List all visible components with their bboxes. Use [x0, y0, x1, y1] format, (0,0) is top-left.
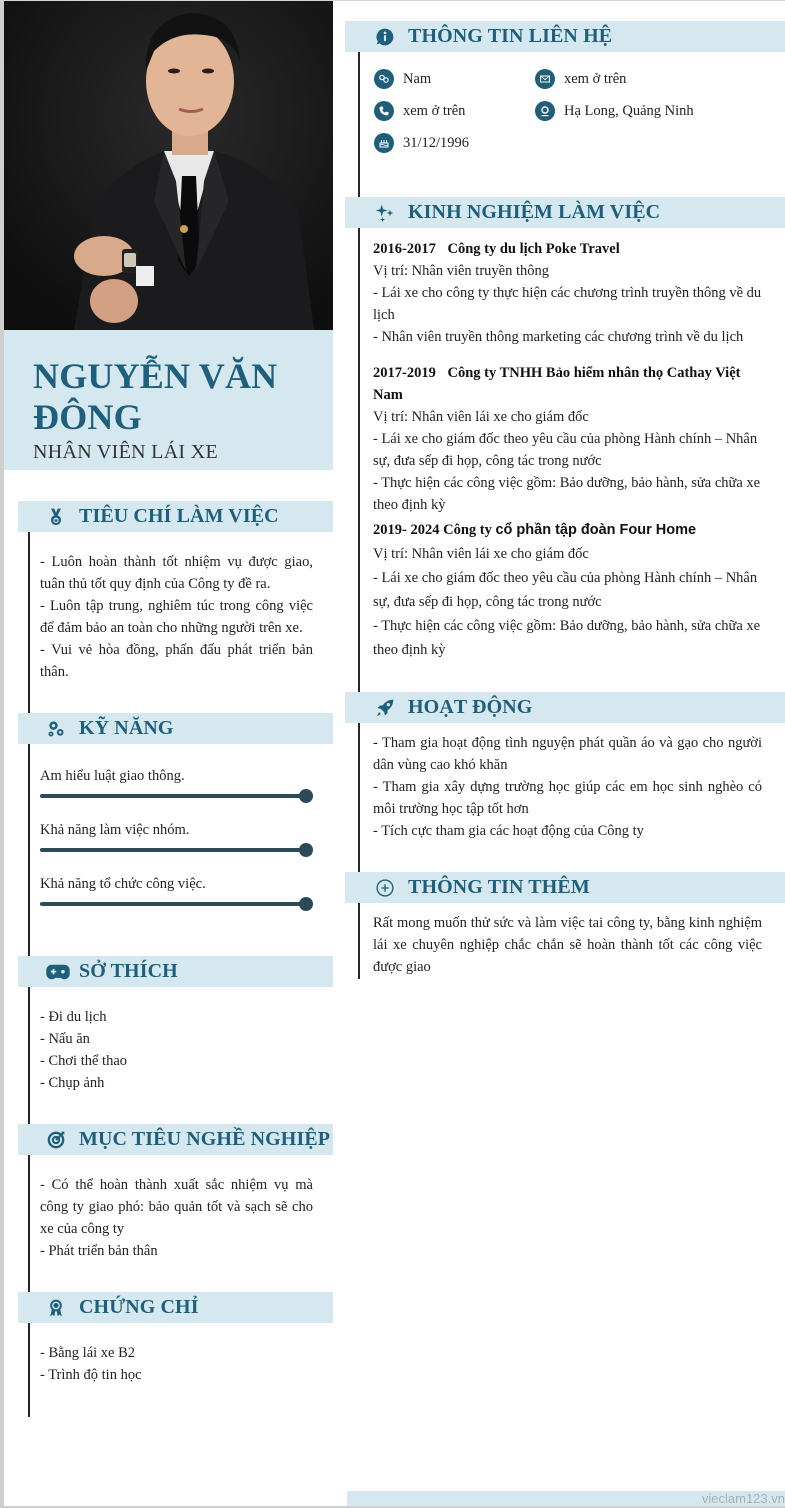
skill-item	[40, 820, 313, 857]
timeline-line-certs	[28, 1322, 30, 1417]
contact-value[interactable]: xem ở trên	[403, 102, 466, 119]
birthday-cake-icon	[374, 133, 394, 153]
timeline-line-criteria	[28, 531, 30, 713]
activity-line: - Tham gia xây dựng trường học giúp các em học sinh nghèo có môi trường học tập tốt hơn	[373, 779, 762, 817]
name-line-1: NGUYỄN VĂN	[33, 356, 278, 396]
goal-line: - Có thể hoàn thành xuất sắc nhiệm vụ mà công ty giao phó: bảo quản tốt và sạch sẽ cho xe của công ty	[40, 1177, 313, 1237]
experience-position: Vị trí: Nhân viên lái xe cho giám đốc	[373, 546, 589, 562]
section-title: KỸ NĂNG	[79, 717, 174, 739]
contact-birthday	[374, 133, 469, 153]
info-bubble-icon	[374, 26, 396, 48]
experience-header	[373, 362, 763, 406]
criteria-content	[40, 551, 313, 683]
certificate-item: - Trình độ tin học	[40, 1367, 142, 1383]
criteria-line: - Luôn hoàn thành tốt nhiệm vụ được giao, tuân thủ tốt quy định của Công ty đề ra.	[40, 554, 313, 592]
section-header-activities	[345, 692, 785, 723]
hobbies-list	[40, 1006, 313, 1094]
experience-period: 2017-2019	[373, 365, 436, 381]
skill-level-bar	[40, 789, 313, 803]
criteria-line: - Vui vẻ hòa đồng, phấn đấu phát triển bản thân.	[40, 642, 313, 680]
contact-email	[535, 69, 626, 89]
footer-bar	[347, 1491, 785, 1506]
gender-icon	[374, 69, 394, 89]
award-ribbon-icon	[45, 1297, 67, 1319]
skill-knob	[299, 897, 313, 911]
activity-line: - Tích cực tham gia các hoạt động của Công ty	[373, 823, 644, 839]
section-title: MỤC TIÊU NGHỀ NGHIỆP	[79, 1128, 331, 1150]
section-header-criteria	[18, 501, 333, 532]
experience-company-prefix: Công ty	[443, 522, 492, 538]
contact-value: Nam	[403, 70, 432, 87]
timeline-line-goals	[28, 1154, 30, 1292]
plus-circle-icon	[374, 877, 396, 899]
section-title: KINH NGHIỆM LÀM VIỆC	[408, 201, 661, 223]
experience-position: Vị trí: Nhân viên lái xe cho giám đốc	[373, 409, 589, 425]
section-header-goals	[18, 1124, 333, 1155]
experience-duty: - Lái xe cho công ty thực hiện các chương trình truyền thông về du lịch	[373, 285, 762, 323]
section-header-hobbies	[18, 956, 333, 987]
phone-icon	[374, 101, 394, 121]
certificates-list	[40, 1342, 313, 1386]
skill-item	[40, 874, 313, 911]
experience-duty: - Nhân viên truyền thông marketing các chương trình về du lịch	[373, 329, 744, 345]
experience-duty: - Lái xe cho giám đốc theo yêu cầu của phòng Hành chính – Nhân sự, đưa sếp đi họp, công tác trong nước	[373, 570, 758, 610]
contact-phone	[374, 101, 465, 121]
section-header-contact	[345, 21, 785, 52]
section-title: TIÊU CHÍ LÀM VIỆC	[79, 505, 279, 527]
experience-duty: - Lái xe cho giám đốc theo yêu cầu của phòng Hành chính – Nhân sự, đưa sếp đi họp, công tác trong nước	[373, 431, 758, 469]
name-header	[4, 330, 333, 470]
timeline-line-experience	[358, 228, 360, 692]
criteria-line: - Luôn tập trung, nghiêm túc trong công việc để đảm bảo an toàn cho những người trên xe.	[40, 598, 313, 636]
section-title: SỞ THÍCH	[79, 960, 178, 982]
skill-track	[40, 902, 306, 906]
portrait-photo	[4, 1, 333, 330]
skill-label: Khả năng làm việc nhóm.	[40, 822, 190, 838]
section-header-skills	[18, 713, 333, 744]
map-pin-icon	[535, 101, 555, 121]
hobby-item: - Đi du lịch	[40, 1009, 107, 1025]
sparkles-icon	[374, 202, 396, 224]
job-title: NHÂN VIÊN LÁI XE	[33, 441, 218, 463]
timeline-line-contact	[358, 52, 360, 197]
experience-period: 2019- 2024	[373, 522, 440, 538]
skill-knob	[299, 789, 313, 803]
experience-position: Vị trí: Nhân viên truyền thông	[373, 263, 549, 279]
skill-level-bar	[40, 843, 313, 857]
activity-line: - Tham gia hoạt động tình nguyện phát quần áo và gạo cho người dân vùng cao khó khăn	[373, 735, 762, 773]
contact-gender	[374, 69, 431, 89]
gamepad-icon	[45, 961, 71, 983]
section-header-extra	[345, 872, 785, 903]
skill-item	[40, 766, 313, 803]
gears-icon	[45, 718, 67, 740]
experience-period: 2016-2017	[373, 241, 436, 257]
medal-icon	[45, 506, 67, 528]
experience-duty: - Thực hiện các công việc gồm: Bảo dưỡng, bảo hành, sửa chữa xe theo định kỳ	[373, 618, 761, 658]
timeline-line-skills	[28, 743, 30, 956]
skill-track	[40, 848, 306, 852]
section-title: THÔNG TIN THÊM	[408, 876, 590, 898]
timeline-line-activities	[358, 722, 360, 872]
skill-label: Khả năng tổ chức công việc.	[40, 876, 206, 892]
contact-address	[535, 101, 694, 121]
experience-entry	[373, 362, 763, 516]
skill-knob	[299, 843, 313, 857]
skill-label: Am hiểu luật giao thông.	[40, 768, 185, 784]
experience-header	[373, 518, 763, 542]
goal-line: - Phát triển bản thân	[40, 1243, 158, 1259]
contact-value[interactable]: xem ở trên	[564, 70, 627, 87]
brand-watermark[interactable]: vieclam123.vn	[701, 1491, 785, 1506]
timeline-line-extra	[358, 903, 360, 979]
contact-value: 31/12/1996	[403, 134, 470, 151]
target-icon	[45, 1129, 67, 1151]
certificate-item: - Bằng lái xe B2	[40, 1345, 136, 1361]
envelope-icon	[535, 69, 555, 89]
hobby-item: - Nấu ăn	[40, 1031, 90, 1047]
rocket-icon	[374, 697, 396, 719]
activities-content	[373, 732, 762, 842]
experience-company: Công ty TNHH Bảo hiểm nhân thọ Cathay Việt Nam	[373, 365, 741, 403]
candidate-name	[33, 356, 333, 438]
timeline-line-hobbies	[28, 986, 30, 1124]
section-header-experience	[345, 197, 785, 228]
section-title: THÔNG TIN LIÊN HỆ	[408, 25, 613, 47]
hobby-item: - Chơi thể thao	[40, 1053, 127, 1069]
name-line-2: ĐÔNG	[33, 397, 142, 437]
experience-header	[373, 238, 763, 260]
experience-company: Công ty du lịch Poke Travel	[447, 241, 620, 257]
experience-company: cổ phần tập đoàn Four Home	[495, 522, 697, 538]
section-header-certificates	[18, 1292, 333, 1323]
goals-content	[40, 1174, 313, 1262]
experience-entry	[373, 238, 763, 348]
extra-content: Rất mong muốn thử sức và làm việc tai công ty, bằng kinh nghiệm lái xe chuyên nghiệp chắc chắn sẽ hoàn thành tốt các công việc được giao	[373, 915, 762, 975]
contact-value: Hạ Long, Quảng Ninh	[564, 102, 694, 119]
experience-duty: - Thực hiện các công việc gồm: Bảo dưỡng, bảo hành, sửa chữa xe theo định kỳ	[373, 475, 761, 513]
skill-level-bar	[40, 897, 313, 911]
hobby-item: - Chụp ảnh	[40, 1075, 105, 1091]
experience-entry	[373, 518, 763, 662]
section-title: HOẠT ĐỘNG	[408, 696, 533, 718]
skill-track	[40, 794, 306, 798]
section-title: CHỨNG CHỈ	[79, 1296, 199, 1318]
